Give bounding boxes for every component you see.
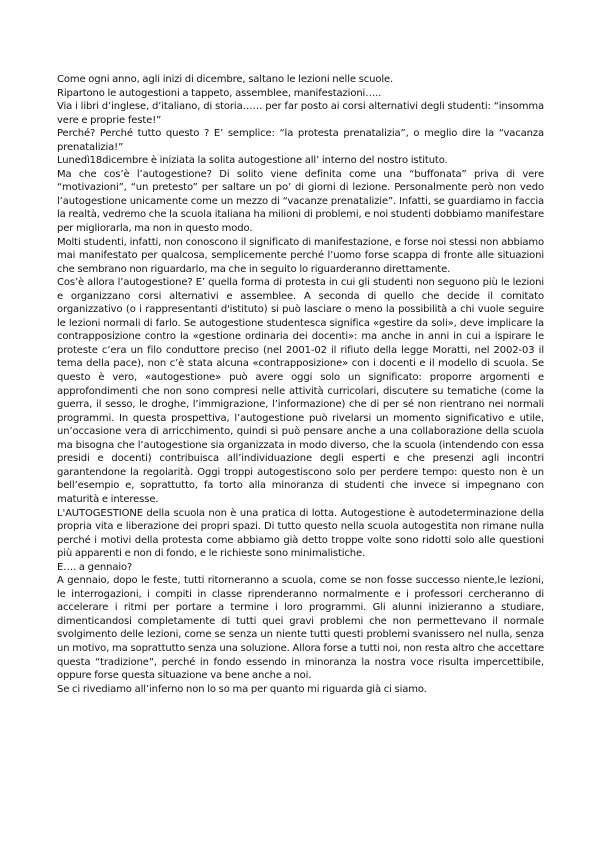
- document-body: [57, 73, 544, 696]
- paragraph: A gennaio, dopo le feste, tutti ritorneranno a scuola, come se non fosse successo niente,le lezioni, le interrogazioni, i compiti in classe riprenderanno normalmente e i professori cercheranno di accelerare i ritmi per portare a termine i loro programmi. Gli alunni inizieranno a studiare, dimenticandosi completamente di tutti quei gravi problemi che non permettevano il normale svolgimento delle lezioni, come se senza un niente tutti questi problemi svanissero nel nulla, senza un motivo, ma soprattutto senza una soluzione. Allora forse a tutti noi, non resta altro che accettare questa “tradizione”, perché in fondo essendo in minoranza la nostra voce risulta impercettibile, oppure forse questa situazione va bene anche a noi.: [57, 575, 544, 682]
- paragraph: L'AUTOGESTIONE della scuola non è una pratica di lotta. Autogestione è autodeterminazione della propria vita e liberazione dei propri spazi. Di tutto questo nella scuola autogestita non rimane nulla perché i motivi della protesta come abbiamo già detto troppe volte sono ridotti solo alle questioni più apparenti e non di fondo, e le richieste sono minimalistiche.: [57, 507, 544, 560]
- paragraph: Via i libri d’inglese, d’italiano, di storia…… per far posto ai corsi alternativi degli studenti: “insomma vere e proprie feste!”: [57, 101, 544, 126]
- paragraph: Ma che cos’è l’autogestione? Di solito viene definita come una “buffonata” priva di vere “motivazioni”, “un pretesto” per saltare un po’ di giorni di lezione. Personalmente però non vedo l’autogestione unicamente come un mezzo di “vacanze prenatalizie”. Infatti, se guardiamo in faccia la realtà, vedremo che la scuola italiana ha milioni di problemi, e noi studenti dobbiamo manifestare per migliorarla, ma non in questo modo.: [57, 168, 544, 235]
- paragraph: Lunedì18dicembre è iniziata la solita autogestione all’ interno del nostro istituto.: [57, 155, 448, 167]
- paragraph: Se ci rivediamo all’inferno non lo so ma per quanto mi riguarda già ci siamo.: [57, 683, 427, 695]
- paragraph: Molti studenti, infatti, non conoscono il significato di manifestazione, e forse noi stessi non abbiamo mai manifestato per qualcosa, semplicemente perché l’uomo forse scappa di fronte alle situazioni che sembrano non riguardarlo, ma che in seguito lo riguarderanno direttamente.: [57, 236, 544, 275]
- paragraph: E…. a gennaio?: [57, 561, 133, 573]
- paragraph: Ripartono le autogestioni a tappeto, assemblee, manifestazioni…..: [57, 87, 382, 99]
- paragraph: Come ogni anno, agli inizi di dicembre, saltano le lezioni nelle scuole.: [57, 74, 394, 85]
- paragraph: Perché? Perché tutto questo ? E’ semplice: “la protesta prenatalizia”, o meglio dire la “vacanza prenatalizia!”: [57, 128, 544, 153]
- paragraph: Cos’è allora l’autogestione? E’ quella forma di protesta in cui gli studenti non seguono più le lezioni e organizzano corsi alternativi e assemblee. A seconda di quello che decide il comitato organizzativo (o i rappresentanti d'istituto) si può lasciare o meno la possibilità a chi vuole seguire le lezioni normali di farlo. Se autogestione studentesca significa «gestire da soli», deve implicare la contrapposizione contro la «gestione ordinaria dei docenti»: ma anche in anni in cui a ispirare le proteste c’era un filo conduttore preciso (nel 2001-02 il rifiuto della legge Moratti, nel 2002-03 il tema della pace), non c’è stata alcuna «contrapposizione» con i docenti e il modello di scuola. Se questo è vero, «autogestione» può avere oggi solo un significato: proporre argomenti e approfondimenti che non sono compresi nelle attività curricolari, discutere su tematiche (come la guerra, il sesso, le droghe, l’immigrazione, l’informazione) che di per sé non rientrano nei normali programmi. In questa prospettiva, l’autogestione può rivelarsi un momento significativo e utile, un’occasione vera di arricchimento, quindi si può pensare anche a una collaborazione della scuola ma bisogna che l’autogestione sia organizzata in modo diverso, che la scuola (intendendo con essa presidi e docenti) contribuisca all’individuazione degli esperti e che presenzi agli incontri garantendone la regolarità. Oggi troppi autogestiscono solo per perdere tempo: questo non è un bell’esempio e, soprattutto, fa torto alla minoranza di studenti che invece si impegnano con maturità e interesse.: [57, 277, 544, 505]
